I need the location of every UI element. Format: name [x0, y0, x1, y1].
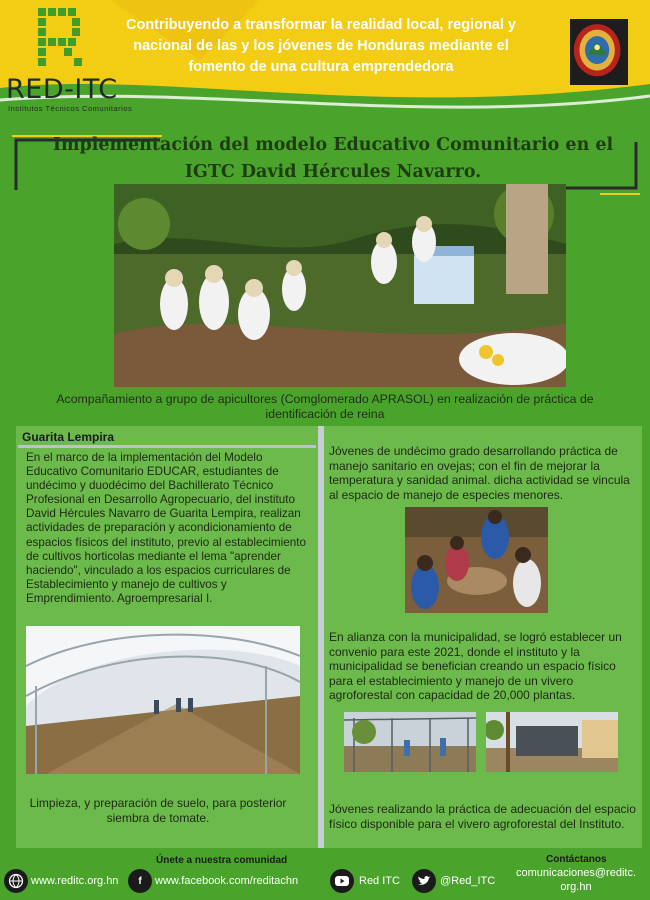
greenhouse-photo: [26, 626, 300, 774]
website-link[interactable]: www.reditc.org.hn: [31, 875, 119, 887]
youtube-link[interactable]: Red ITC: [359, 875, 400, 887]
logo-r-mark: [36, 6, 90, 70]
logo-name: RED-ITC: [6, 74, 118, 105]
header-tagline: Contribuyendo a transformar la realidad local, regional y nacional de las y los jóvenes de Honduras mediante el fomento de una cultura emprendedora: [126, 17, 516, 75]
red-itc-logo[interactable]: [6, 6, 133, 114]
government-seal: [570, 19, 628, 85]
globe-icon[interactable]: [4, 869, 28, 893]
logo-subtitle: Institutos Técnicos Comunitarios: [8, 104, 133, 113]
contact-email[interactable]: comunicaciones@reditc. org.hn: [516, 867, 636, 893]
location-heading: Guarita Lempira: [22, 430, 115, 444]
join-community-heading: Únete a nuestra comunidad: [156, 855, 288, 866]
municipal-agreement-text: En alianza con la municipalidad, se logró establecer un convenio para este 2021, donde el instituto y la municipalidad se benefician creando un espacio físico para el establecimiento y manejo de un vivero agroforestal con capacidad de 20,000 plantas.: [329, 630, 622, 702]
main-photo-caption: Acompañamiento a grupo de apicultores (Comglomerado APRASOL) en realización de práctica de identificación de reina: [56, 392, 594, 421]
sheep-photo: [405, 507, 548, 613]
nursery-caption: Jóvenes realizando la práctica de adecuación del espacio físico disponible para el vivero agroforestal del Instituto.: [329, 802, 636, 831]
facebook-icon[interactable]: f: [128, 869, 152, 893]
twitter-icon[interactable]: [412, 869, 436, 893]
contact-heading: Contáctanos: [546, 854, 607, 865]
heading-rule: [18, 445, 316, 448]
left-body-text: En el marco de la implementación del Modelo Educativo Comunitario EDUCAR, estudiantes de undécimo y duodécimo del Bachillerato Técnico Profesional en Desarrollo Agropecuario, del instituto David Hércules Navarro de Guarita Lempira, realizan actividades de preparación y acondicionamiento de espacios físicos del instituto, previo al establecimiento de cultivos horticolas mediante el lema "aprender haciendo", vinculado a los espacios curriculares de Establecimiento y manejo de cultivos y Emprendimiento. Agroempresarial I.: [26, 451, 306, 605]
greenhouse-caption: Limpieza, y preparación de suelo, para posterior siembra de tomate.: [29, 796, 287, 825]
column-divider: [318, 426, 324, 848]
nursery-photo-right: [486, 712, 618, 772]
header-banner: [0, 0, 650, 120]
youtube-icon[interactable]: [330, 869, 354, 893]
nursery-photo-left: [344, 712, 476, 772]
beekeeping-photo: [114, 184, 566, 387]
page-title: Implementación del modelo Educativo Comunitario en el IGTC David Hércules Navarro.: [52, 135, 614, 182]
facebook-link[interactable]: www.facebook.com/reditachn: [155, 875, 299, 887]
seal-emblem-icon: [572, 21, 626, 83]
sheep-practice-text: Jóvenes de undécimo grado desarrollando práctica de manejo sanitario en ovejas; con el fin de mejorar la temperatura y sanidad animal. dicha actividad se vincula al espacio de manejo de especies menores.: [329, 444, 630, 502]
twitter-link[interactable]: @Red_ITC: [440, 875, 496, 887]
